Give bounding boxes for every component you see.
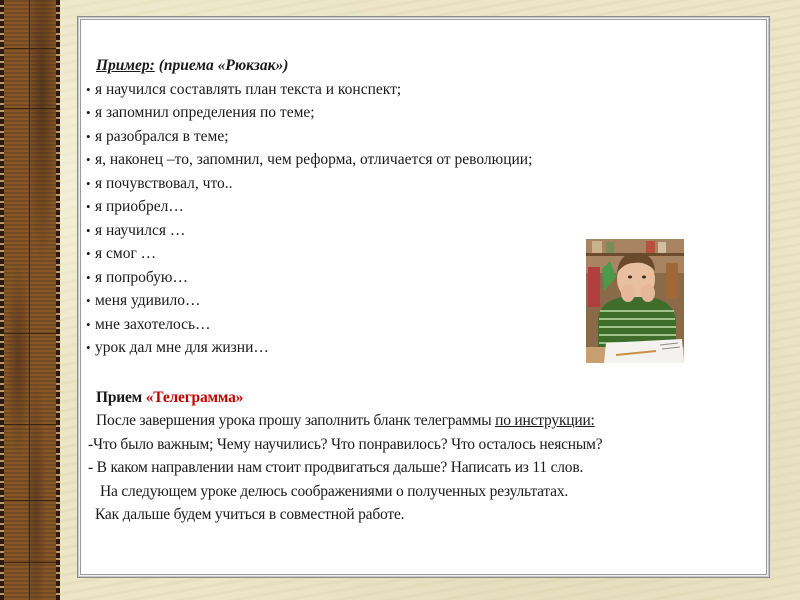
strip-edge-right bbox=[56, 0, 60, 600]
bullet-icon: • bbox=[86, 152, 91, 167]
list-item-text: я, наконец –то, запомнил, чем реформа, отличается от революции; bbox=[95, 151, 533, 168]
telegram-note-2: Как дальше будем учиться в совместной работе. bbox=[95, 506, 405, 523]
list-item-text: я научился составлять план текста и конспект; bbox=[95, 80, 402, 98]
strip-grid-line bbox=[4, 333, 56, 334]
list-item bbox=[81, 101, 766, 125]
list-item bbox=[81, 172, 766, 196]
list-item-text: я запомнил определения по теме; bbox=[95, 104, 315, 121]
example-title-rest: (приема «Рюкзак») bbox=[154, 57, 289, 74]
telegram-question-2: - В каком направлении нам стоит продвигаться дальше? Написать из 11 слов. bbox=[88, 459, 584, 476]
list-item-text: меня удивило… bbox=[95, 292, 201, 309]
bullet-icon: • bbox=[86, 222, 91, 238]
bullet-icon: • bbox=[86, 246, 91, 261]
decorative-left-strip bbox=[0, 0, 60, 600]
list-item bbox=[81, 195, 766, 219]
strip-grid-line bbox=[4, 424, 56, 425]
photo-illustration-icon bbox=[586, 239, 684, 363]
bullet-icon: • bbox=[86, 175, 91, 191]
slide-frame bbox=[77, 16, 770, 578]
bullet-icon: • bbox=[86, 269, 91, 285]
bullet-icon: • bbox=[86, 128, 91, 144]
telegram-instruction-text: После завершения урока прошу заполнить бланк телеграммы bbox=[96, 412, 496, 429]
telegram-instruction bbox=[81, 409, 766, 433]
telegram-question-1: -Что было важным; Чему научились? Что понравилось? Что осталось неясным? bbox=[88, 435, 603, 453]
list-item bbox=[81, 148, 766, 172]
list-item-text: мне захотелось… bbox=[95, 315, 211, 333]
bullet-icon: • bbox=[86, 105, 91, 120]
bullet-icon: • bbox=[86, 199, 91, 214]
bullet-icon: • bbox=[86, 293, 91, 308]
boy-thinking-photo bbox=[586, 239, 684, 363]
example-title-prefix: Пример: bbox=[96, 57, 155, 74]
slide-content-area bbox=[80, 19, 767, 575]
list-item-text: я научился … bbox=[95, 221, 186, 239]
list-item bbox=[81, 78, 766, 102]
bullet-icon: • bbox=[86, 316, 91, 332]
bullet-icon: • bbox=[86, 340, 91, 355]
list-item-text: урок дал мне для жизни… bbox=[95, 339, 269, 356]
telegram-section bbox=[81, 386, 766, 527]
telegram-title-prefix: Прием bbox=[96, 388, 146, 406]
bullet-icon: • bbox=[86, 81, 91, 97]
strip-edge-left bbox=[0, 0, 4, 600]
telegram-instruction-underlined: по инструкции: bbox=[495, 412, 595, 429]
strip-grid-line bbox=[4, 562, 56, 563]
list-item-text: я разобрался в теме; bbox=[95, 127, 229, 145]
strip-grid-line bbox=[29, 0, 30, 600]
list-item-text: я приобрел… bbox=[95, 198, 184, 215]
strip-grid-line bbox=[4, 48, 56, 49]
telegram-title-name: «Телеграмма» bbox=[145, 388, 244, 406]
list-item-text: я попробую… bbox=[95, 268, 188, 286]
strip-grid-line bbox=[4, 108, 56, 109]
strip-grid-line bbox=[4, 500, 56, 501]
example-title bbox=[81, 54, 766, 78]
telegram-title bbox=[81, 386, 766, 410]
list-item-text: я смог … bbox=[95, 245, 157, 262]
list-item-text: я почувствовал, что.. bbox=[95, 174, 233, 192]
telegram-note-1: На следующем уроке делюсь соображениями о полученных результатах. bbox=[100, 482, 569, 500]
list-item bbox=[81, 125, 766, 149]
